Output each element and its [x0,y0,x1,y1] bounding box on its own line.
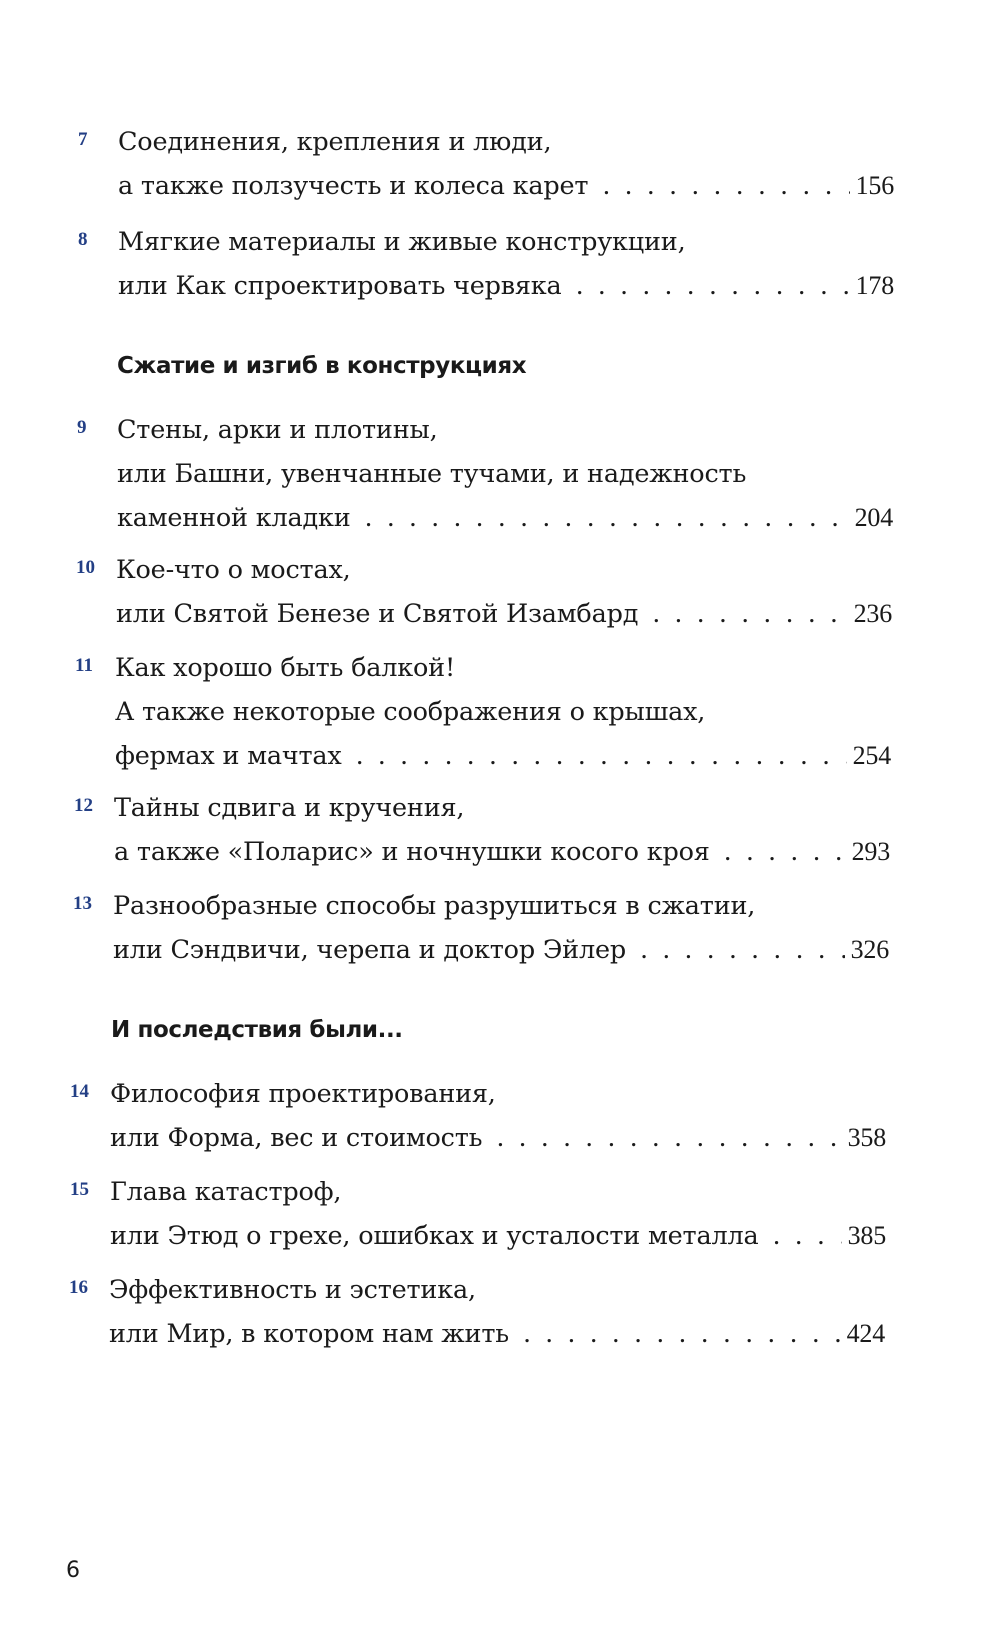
page-number: 6 [66,1558,80,1583]
section-heading: И последствия были... [111,1017,403,1043]
entry-final-line [114,830,890,874]
chapter-number: 12 [74,795,93,816]
toc-entry-9 [77,408,917,540]
chapter-number: 11 [75,655,93,676]
entry-final-line [110,1116,886,1160]
page-reference: 204 [854,503,893,532]
entry-final-line [109,1312,885,1356]
entry-title-line: Как хорошо быть балкой! [115,653,455,683]
entry-title-line: а также ползучесть и колеса карет [118,171,589,201]
chapter-number: 8 [78,229,88,250]
dot-leader [523,1312,841,1356]
entry-title-line: Философия проектирования, [110,1079,496,1109]
entry-final-line [118,264,894,308]
entry-title-line: или Святой Бенезе и Святой Изамбард [116,599,639,629]
entry-title-line: Тайны сдвига и кручения, [114,793,465,823]
page-reference: 424 [846,1319,885,1348]
entry-final-line [113,928,889,972]
page-reference: 236 [853,599,892,628]
section-heading: Сжатие и изгиб в конструкциях [117,353,527,379]
entry-title-line: или Мир, в котором нам жить [109,1319,509,1349]
entry-title-line: Кое-что о мостах, [116,555,351,585]
chapter-number: 9 [77,417,87,438]
entry-title-line: Соединения, крепления и люди, [118,127,552,157]
page-reference: 254 [852,741,891,770]
dot-leader [576,264,850,308]
entry-title-line: или Башни, увенчанные тучами, и надежность [117,459,747,489]
chapter-number: 10 [76,557,95,578]
entry-title-line: или Этюд о грехе, ошибках и усталости металла [110,1221,759,1251]
entry-title-line: Стены, арки и плотины, [117,415,438,445]
chapter-number: 14 [70,1081,89,1102]
entry-title-line: а также «Поларис» и ночнушки косого кроя [114,837,710,867]
toc-entry-13 [73,884,913,972]
page-reference: 385 [847,1221,886,1250]
entry-title-line: фермах и мачтах [115,741,342,771]
toc-entry-16 [69,1268,909,1356]
entry-title-line: Мягкие материалы и живые конструкции, [118,227,686,257]
toc-entry-8 [78,220,918,308]
toc-entry-14 [70,1072,910,1160]
entry-title-line: А также некоторые соображения о крышах, [115,697,706,727]
entry-title-line: Глава катастроф, [110,1177,342,1207]
chapter-number: 7 [78,129,88,150]
entry-final-line [118,164,894,208]
page-reference: 293 [851,837,890,866]
dot-leader [652,592,847,636]
entry-title-line: каменной кладки [117,503,351,533]
toc-entry-7 [78,120,918,208]
chapter-number: 13 [73,893,92,914]
dot-leader [602,164,849,208]
toc-entry-11 [75,646,915,778]
toc-entry-10 [76,548,916,636]
entry-title-line: Эффективность и эстетика, [109,1275,476,1305]
dot-leader [356,734,847,778]
page-reference: 178 [855,271,894,300]
page-reference: 358 [847,1123,886,1152]
entry-title-line: Разнообразные способы разрушиться в сжатии, [113,891,756,921]
dot-leader [640,928,845,972]
entry-title-line: или Форма, вес и стоимость [110,1123,483,1153]
entry-final-line [117,496,893,540]
dot-leader [724,830,846,874]
dot-leader [365,496,849,540]
page-reference: 156 [855,171,894,200]
dot-leader [496,1116,841,1160]
entry-final-line [110,1214,886,1258]
entry-final-line [116,592,892,636]
entry-final-line [115,734,891,778]
entry-title-line: или Как спроектировать червяка [118,271,562,301]
chapter-number: 16 [69,1277,88,1298]
entry-title-line: или Сэндвичи, черепа и доктор Эйлер [113,935,626,965]
toc-entry-12 [74,786,914,874]
chapter-number: 15 [70,1179,89,1200]
dot-leader [772,1214,841,1258]
toc-entry-15 [70,1170,910,1258]
page-reference: 326 [850,935,889,964]
